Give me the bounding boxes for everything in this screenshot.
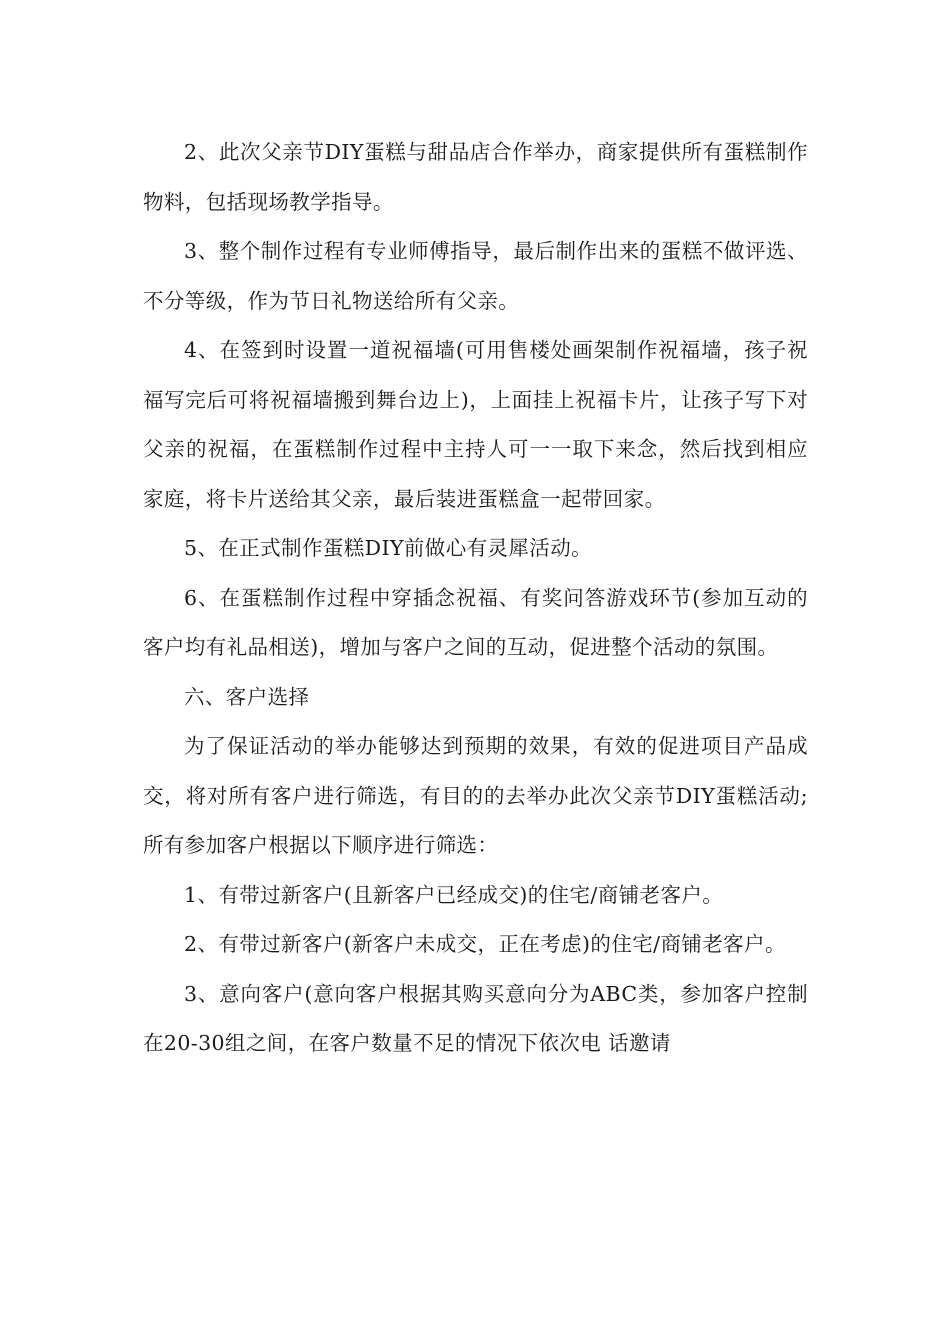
paragraph-item-4: 4、在签到时设置一道祝福墙(可用售楼处画架制作祝福墙，孩子祝福写完后可将祝福墙搬到舞台边上)，上面挂上祝福卡片，让孩子写下对父亲的祝福，在蛋糕制作过程中主持人可一一取下来念，然后找到相应家庭，将卡片送给其父亲，最后装进蛋糕盒一起带回家。 — [143, 338, 808, 511]
paragraph-item-6: 6、在蛋糕制作过程中穿插念祝福、有奖问答游戏环节(参加互动的客户均有礼品相送)，增加与客户之间的互动，促进整个活动的氛围。 — [143, 585, 808, 659]
paragraph-item-3: 3、整个制作过程有专业师傅指导，最后制作出来的蛋糕不做评选、不分等级，作为节日礼物送给所有父亲。 — [143, 239, 808, 313]
paragraph-item-5: 5、在正式制作蛋糕DIY前做心有灵犀活动。 — [184, 536, 593, 560]
criteria-item-2: 2、有带过新客户(新客户未成交，正在考虑)的住宅/商铺老客户。 — [184, 932, 786, 956]
criteria-item-3: 3、意向客户(意向客户根据其购买意向分为ABC类，参加客户控制在20-30组之间，在客户数量不足的情况下依次电 话邀请 — [143, 981, 808, 1055]
section-heading-customer-selection: 六、客户选择 — [184, 684, 310, 709]
section-intro-paragraph: 为了保证活动的举办能够达到预期的效果，有效的促进项目产品成交，将对所有客户进行筛选，有目的的去举办此次父亲节DIY蛋糕活动;所有参加客户根据以下顺序进行筛选： — [143, 734, 808, 857]
criteria-item-1: 1、有带过新客户(且新客户已经成交)的住宅/商铺老客户。 — [184, 882, 724, 907]
document-body — [143, 128, 808, 1069]
paragraph-item-2: 2、此次父亲节DIY蛋糕与甜品店合作举办，商家提供所有蛋糕制作物料，包括现场教学指导。 — [143, 140, 808, 214]
